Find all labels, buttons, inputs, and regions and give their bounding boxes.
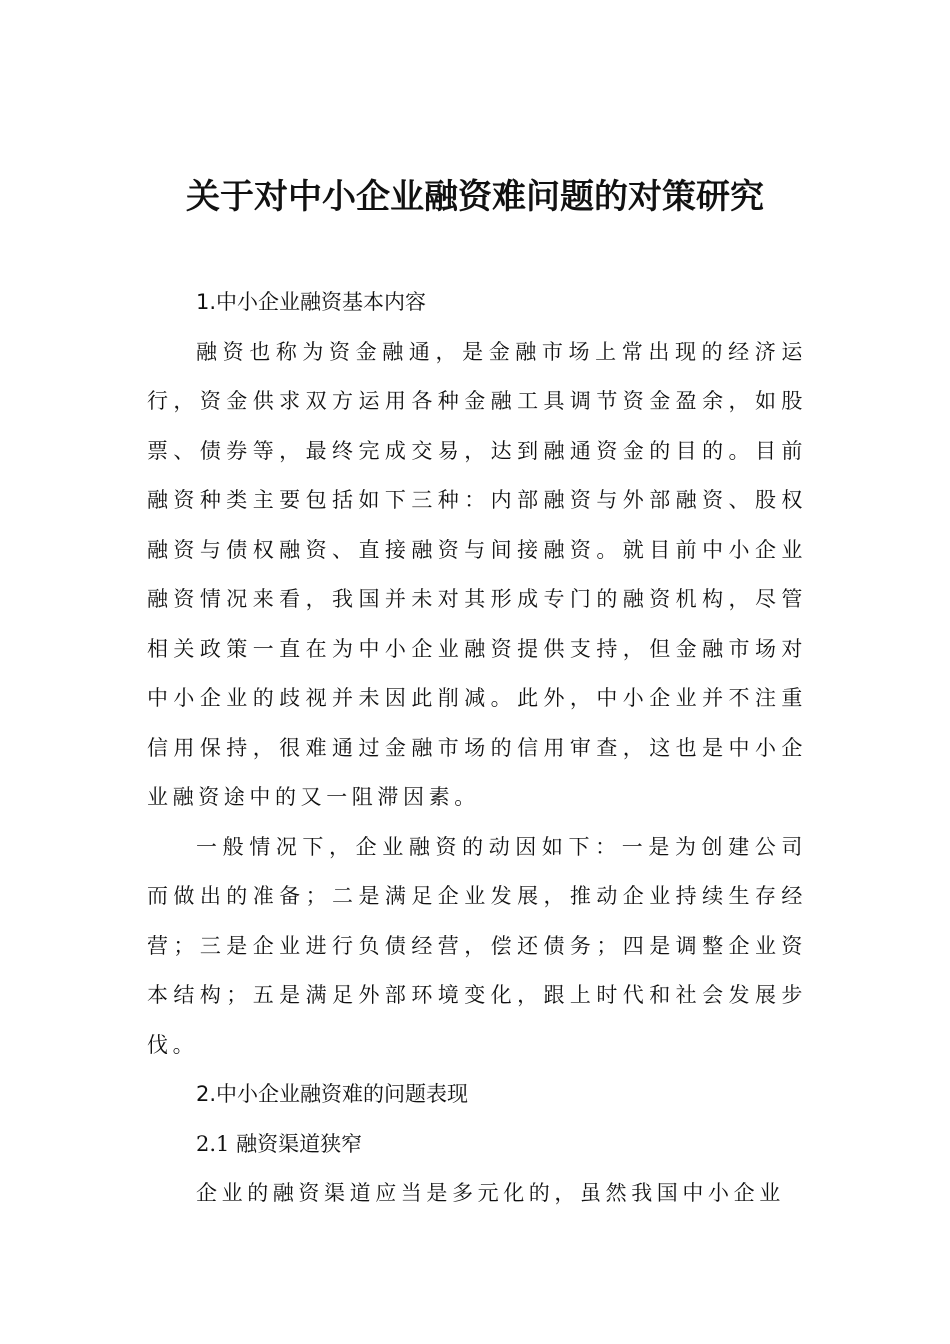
document-body <box>147 278 807 1219</box>
paragraph-financing-definition: 融资也称为资金融通，是金融市场上常出现的经济运行，资金供求双方运用各种金融工具调节资金盈余，如股票、债券等，最终完成交易，达到融通资金的目的。目前融资种类主要包括如下三种：内部融资与外部融资、股权融资与债权融资、直接融资与间接融资。就目前中小企业融资情况来看，我国并未对其形成专门的融资机构，尽管相关政策一直在为中小企业融资提供支持，但金融市场对中小企业的歧视并未因此削减。此外，中小企业并不注重信用保持，很难通过金融市场的信用审查，这也是中小企业融资途中的又一阻滞因素。 <box>147 339 807 809</box>
document-title: 关于对中小企业融资难问题的对策研究 <box>186 177 764 217</box>
section-heading-2: 2.中小企业融资难的问题表现 <box>196 1082 469 1106</box>
subsection-heading-2-1: 2.1 融资渠道狭窄 <box>196 1131 363 1156</box>
paragraph-financing-motives: 一般情况下，企业融资的动因如下：一是为创建公司而做出的准备；二是满足企业发展，推动企业持续生存经营；三是企业进行负债经营，偿还债务；四是调整企业资本结构；五是满足外部环境变化，跟上时代和社会发展步伐。 <box>147 834 807 1057</box>
paragraph-financing-channels: 企业的融资渠道应当是多元化的，虽然我国中小企业 <box>196 1181 785 1205</box>
section-heading-1: 1.中小企业融资基本内容 <box>196 290 427 314</box>
